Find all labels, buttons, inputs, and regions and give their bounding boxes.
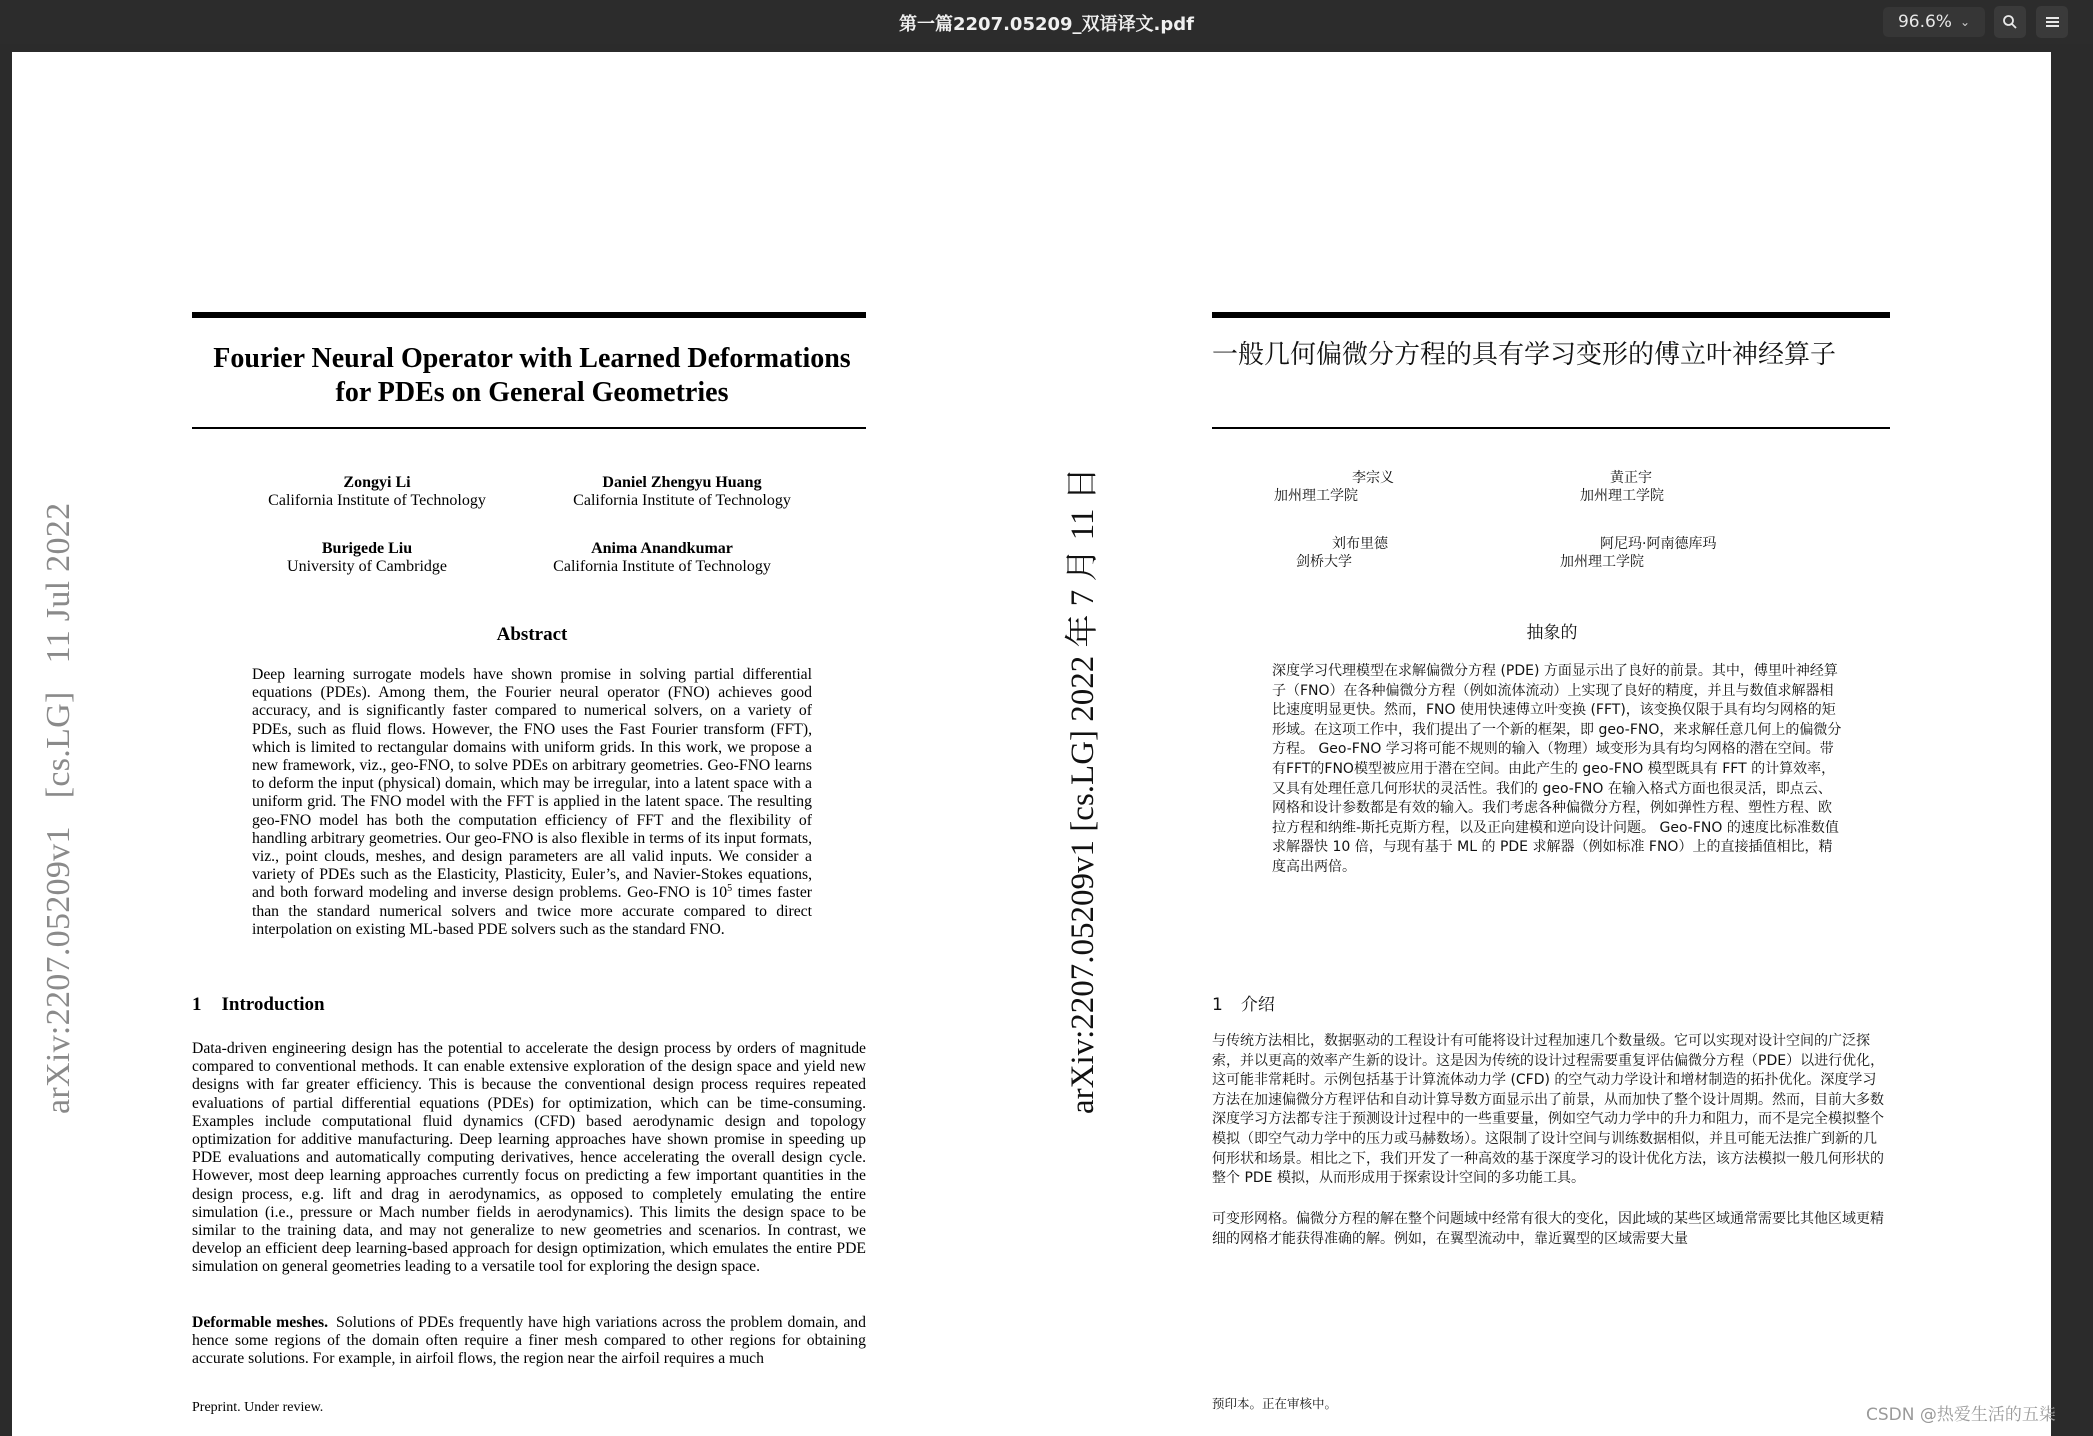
title-top-rule — [1212, 312, 1890, 318]
intro-paragraph: Data-driven engineering design has the potential to accelerate the design process by orders of magnitude compared to conventional methods. It can enable extensive exploration of the design space and yield new designs with far greater efficiency. This is because the conventional design process requires repeated evaluations of partial differential equations (PDEs) for optimization, which can be time-consuming. Examples include computational fluid dynamics (CFD) based aerodynamic design and topology optimization for additive manufacturing. Deep learning approaches have shown promise in speeding up PDE evaluations and automatically computing derivatives, hence accelerating the overall design cycle. However, most deep learning approaches currently focus on predicting a few important quantities in the design process, e.g. lift and drag in aerodynamics, as opposed to completely emulating the entire simulation (i.e., pressure or Mach number fields in aerodynamics). This limits the design space to be similar to the training data, and may not generalize to new geometries and scenarios. In contrast, we develop an efficient deep learning-based approach for design optimization, which emulates the entire PDE simulation on general geometries leading to a versatile tool for exploring the design space. — [192, 1040, 866, 1276]
author-name: Burigede Liu — [321, 540, 413, 557]
author-name: 阿尼玛·阿南德库玛 — [1600, 536, 1717, 552]
author-affiliation: California Institute of Technology — [268, 492, 486, 509]
author-affiliation: 加州理工学院 — [1580, 488, 1664, 504]
paper-title-chinese: 一般几何偏微分方程的具有学习变形的傅立叶神经算子 — [1212, 340, 1837, 370]
search-button[interactable] — [1994, 6, 2026, 38]
author-block — [557, 474, 807, 510]
hamburger-icon — [2046, 15, 2059, 29]
search-icon — [2002, 14, 2018, 30]
pdf-page — [12, 52, 2051, 1436]
intro-paragraph: 与传统方法相比，数据驱动的工程设计有可能将设计过程加速几个数量级。它可以实现对设计空间的广泛探索，并以更高的效率产生新的设计。这是因为传统的设计过程需要重复评估偏微分方程（PDE）以进行优化，这可能非常耗时。示例包括基于计算流体动力学 (CFD) 的空气动力学设计和增材制造的拓扑优化。深度学习方法在加速偏微分方程评估和自动计算导数方面显示出了前景，从而加快了整个设计周期。然而，目前大多数深度学习方法都专注于预测设计过程中的一些重要量，例如空气动力学中的升力和阻力，而不是完全模拟整个模拟（即空气动力学中的压力或马赫数场）。这限制了设计空间与训练数据相似，并且可能无法推广到新的几何形状和场景。相比之下，我们开发了一种高效的基于深度学习的设计优化方法，该方法模拟一般几何形状的整个 PDE 模拟，从而形成用于探索设计空间的多功能工具。 — [1212, 1033, 1885, 1187]
viewer-margin — [2051, 44, 2093, 1436]
abstract-body: 深度学习代理模型在求解偏微分方程 (PDE) 方面显示出了良好的前景。其中，傅里叶神经算子（FNO）在各种偏微分方程（例如流体流动）上实现了良好的精度，并且与数值求解器相比速度明显更快。然而，FNO 使用快速傅立叶变换 (FFT)，该变换仅限于具有均匀网格的矩形域。在这项工作中，我们提出了一个新的框架，即 geo-FNO，来求解任意几何上的偏微分方程。 Geo-FNO 学习将可能不规则的输入（物理）域变形为具有均匀网格的潜在空间。带有FFT的FNO模型被应用于潜在空间。由此产生的 geo-FNO 模型既具有 FFT 的计算效率，又具有处理任意几何形状的灵活性。我们的 geo-FNO 在输入格式方面也很灵活，即点云、网格和设计参数都是有效的输入。我们考虑各种偏微分方程，例如弹性方程、塑性方程、欧拉方程和纳维-斯托克斯方程，以及正向建模和逆向设计问题。 Geo-FNO 的速度比标准数值求解器快 10 倍，与现有基于 ML 的 PDE 求解器（例如标准 FNO）上的直接插值相比，精度高出两倍。 — [1272, 663, 1842, 875]
author-affiliation: 加州理工学院 — [1560, 554, 1644, 570]
author-affiliation: 加州理工学院 — [1274, 488, 1358, 504]
section-heading: 1 Introduction — [192, 994, 325, 1015]
paper-title-english: Fourier Neural Operator with Learned Deformations for PDEs on General Geometries — [213, 343, 851, 408]
author-name: 黄正宇 — [1610, 470, 1652, 486]
author-name: Anima Anandkumar — [591, 540, 733, 557]
author-name: 刘布里德 — [1332, 536, 1388, 552]
author-name: 李宗义 — [1352, 470, 1394, 486]
abstract-heading: Abstract — [496, 624, 568, 645]
author-affiliation: 剑桥大学 — [1296, 554, 1352, 570]
abstract-heading: 抽象的 — [1526, 623, 1578, 643]
deformable-meshes-paragraph: Deformable meshes. Solutions of PDEs frequently have high variations across the problem domain, and hence some regions of the domain often require a finer mesh compared to other regions for obtaining accurate solutions. For example, in airfoil flows, the region near the airfoil requires a much — [192, 1314, 866, 1368]
viewer-toolbar — [0, 0, 2093, 44]
abstract-body: Deep learning surrogate models have shown promise in solving partial differential equations (PDEs). Among them, the Fourier neural operator (FNO) achieves good accuracy, and is significantly faster compared to numerical solvers, on a variety of PDEs, such as fluid flows. However, the FNO uses the Fast Fourier transform (FFT), which is limited to rectangular domains with uniform grids. In this work, we propose a new framework, viz., geo-FNO, to solve PDEs on arbitrary geometries. Geo-FNO learns to deform the input (physical) domain, which may be irregular, into a latent space with a uniform grid. The FNO model with the FFT is applied in the latent space. The resulting geo-FNO model has both the computation efficiency of FFT and the flexibility of handling arbitrary geometries. Our geo-FNO is also flexible in terms of its input formats, viz., point clouds, meshes, and design parameters are all valid inputs. We consider a variety of PDEs such as the Elasticity, Plasticity, Euler’s, and Navier-Stokes equations, and both forward modeling and inverse design problems. Geo-FNO is $10^5$ times faster than the standard numerical solvers and twice more accurate compared to direct interpolation on existing ML-based PDE solvers such as the standard FNO. — [252, 666, 813, 938]
section-heading: 1 介绍 — [1212, 995, 1275, 1015]
author-name: Zongyi Li — [343, 474, 411, 491]
zoom-dropdown[interactable] — [1883, 7, 1985, 37]
title-bottom-rule — [1212, 427, 1890, 429]
deformable-meshes-paragraph: 可变形网格。偏微分方程的解在整个问题域中经常有很大的变化，因此域的某些区域通常需要比其他区域更精细的网格才能获得准确的解。例如，在翼型流动中，靠近翼型的区域需要大量 — [1212, 1211, 1884, 1247]
zoom-level: 96.6% — [1897, 12, 1952, 32]
author-affiliation: University of Cambridge — [287, 558, 447, 575]
watermark: CSDN @热爱生活的五柒 — [1866, 1405, 2056, 1425]
author-block — [1560, 535, 1716, 571]
author-affiliation: California Institute of Technology — [553, 558, 771, 575]
author-block — [1580, 469, 1664, 505]
menu-button[interactable] — [2036, 6, 2068, 38]
title-top-rule — [192, 312, 866, 318]
author-block — [1296, 535, 1388, 571]
page-footer: 预印本。正在审核中。 — [1212, 1396, 1338, 1411]
page-footer: Preprint. Under review. — [192, 1400, 324, 1415]
author-block — [252, 540, 482, 576]
author-block — [1274, 469, 1394, 505]
author-block — [252, 474, 502, 510]
title-bottom-rule — [192, 427, 866, 429]
document-title: 第一篇2207.05209_双语译文.pdf — [899, 14, 1194, 35]
arxiv-stamp-chinese: arXiv:2207.05209v1 [cs.LG] 2022 年 7 月 11 日 — [1065, 467, 1101, 1114]
author-affiliation: California Institute of Technology — [573, 492, 791, 509]
arxiv-stamp-english: arXiv:2207.05209v1[cs.LG]11 Jul 2022 — [40, 502, 77, 1114]
chevron-down-icon: ⌄ — [1959, 15, 1971, 29]
author-name: Daniel Zhengyu Huang — [602, 474, 762, 491]
author-block — [537, 540, 787, 576]
